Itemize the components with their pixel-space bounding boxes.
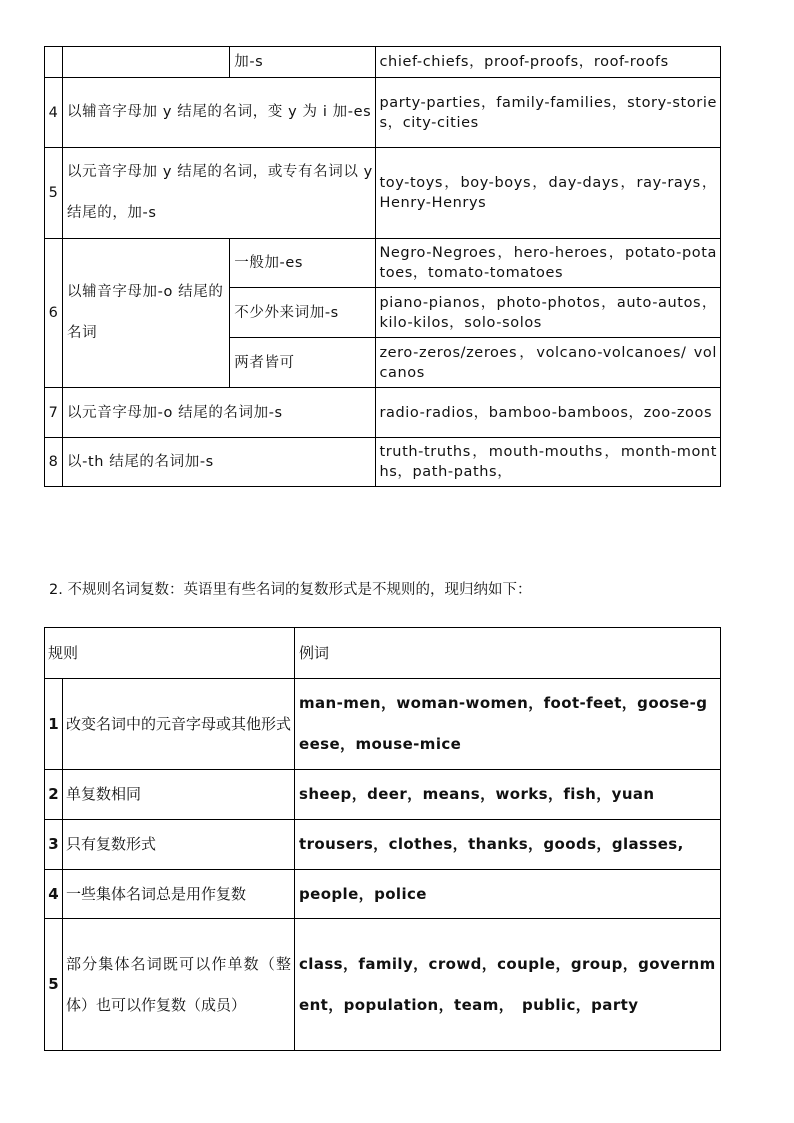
table-row — [45, 870, 721, 919]
row-number: 2 — [45, 770, 63, 820]
row-number: 4 — [45, 78, 63, 148]
rule-cell: 只有复数形式 — [63, 820, 295, 870]
row-number: 6 — [45, 239, 63, 388]
example-cell: people，police — [295, 870, 721, 919]
table-row — [45, 148, 721, 239]
plural-rules-table-irregular — [44, 627, 721, 1051]
example-cell: chief-chiefs，proof-proofs，roof-roofs — [376, 47, 721, 78]
row-number: 5 — [45, 148, 63, 239]
row-number: 8 — [45, 438, 63, 487]
column-header-rule: 规则 — [45, 628, 295, 679]
example-cell: truth-truths，mouth-mouths，month-months，path-paths， — [376, 438, 721, 487]
table-row — [45, 388, 721, 438]
row-number: 3 — [45, 820, 63, 870]
example-cell: party-parties，family-families，story-stories，city-cities — [376, 78, 721, 148]
sub-rule-cell: 不少外来词加-s — [230, 288, 376, 338]
row-number: 5 — [45, 919, 63, 1051]
rule-cell: 改变名词中的元音字母或其他形式 — [63, 679, 295, 770]
sub-rule-cell: 一般加-es — [230, 239, 376, 288]
example-cell: sheep，deer，means，works，fish，yuan — [295, 770, 721, 820]
example-cell: class，family，crowd，couple，group，government，population，team， public，party — [295, 919, 721, 1051]
example-cell: toy-toys，boy-boys，day-days，ray-rays，Henry-Henrys — [376, 148, 721, 239]
table-row — [45, 78, 721, 148]
row-number: 1 — [45, 679, 63, 770]
row-number: 4 — [45, 870, 63, 919]
column-header-example: 例词 — [295, 628, 721, 679]
example-cell: man-men，woman-women，foot-feet，goose-geese，mouse-mice — [295, 679, 721, 770]
row-number: 7 — [45, 388, 63, 438]
sub-rule-cell: 两者皆可 — [230, 338, 376, 388]
rule-cell: 部分集体名词既可以作单数（整体）也可以作复数（成员） — [63, 919, 295, 1051]
example-cell: radio-radios，bamboo-bamboos，zoo-zoos — [376, 388, 721, 438]
table-row — [45, 919, 721, 1051]
rule-cell: 以辅音字母加 y 结尾的名词，变 y 为 i 加-es — [63, 78, 376, 148]
table-row — [45, 438, 721, 487]
sub-rule-cell: 加-s — [230, 47, 376, 78]
table-row — [45, 679, 721, 770]
row-number — [45, 47, 63, 78]
rule-cell: 以辅音字母加-o 结尾的名词 — [63, 239, 230, 388]
table-row — [45, 47, 721, 78]
rule-cell: 以-th 结尾的名词加-s — [63, 438, 376, 487]
section-heading: 2. 不规则名词复数：英语里有些名词的复数形式是不规则的，现归纳如下： — [49, 582, 532, 598]
example-cell: Negro-Negroes，hero-heroes，potato-potatoes，tomato-tomatoes — [376, 239, 721, 288]
table-row — [45, 239, 721, 288]
plural-rules-table-regular — [44, 46, 721, 487]
example-cell: zero-zeros/zeroes，volcano-volcanoes/ volcanos — [376, 338, 721, 388]
rule-cell — [63, 47, 230, 78]
table-row — [45, 820, 721, 870]
table-header-row — [45, 628, 721, 679]
rule-cell: 以元音字母加-o 结尾的名词加-s — [63, 388, 376, 438]
table-row — [45, 770, 721, 820]
rule-cell: 一些集体名词总是用作复数 — [63, 870, 295, 919]
example-cell: piano-pianos，photo-photos，auto-autos，kilo-kilos，solo-solos — [376, 288, 721, 338]
rule-cell: 单复数相同 — [63, 770, 295, 820]
example-cell: trousers，clothes，thanks，goods，glasses, — [295, 820, 721, 870]
rule-cell: 以元音字母加 y 结尾的名词，或专有名词以 y 结尾的，加-s — [63, 148, 376, 239]
